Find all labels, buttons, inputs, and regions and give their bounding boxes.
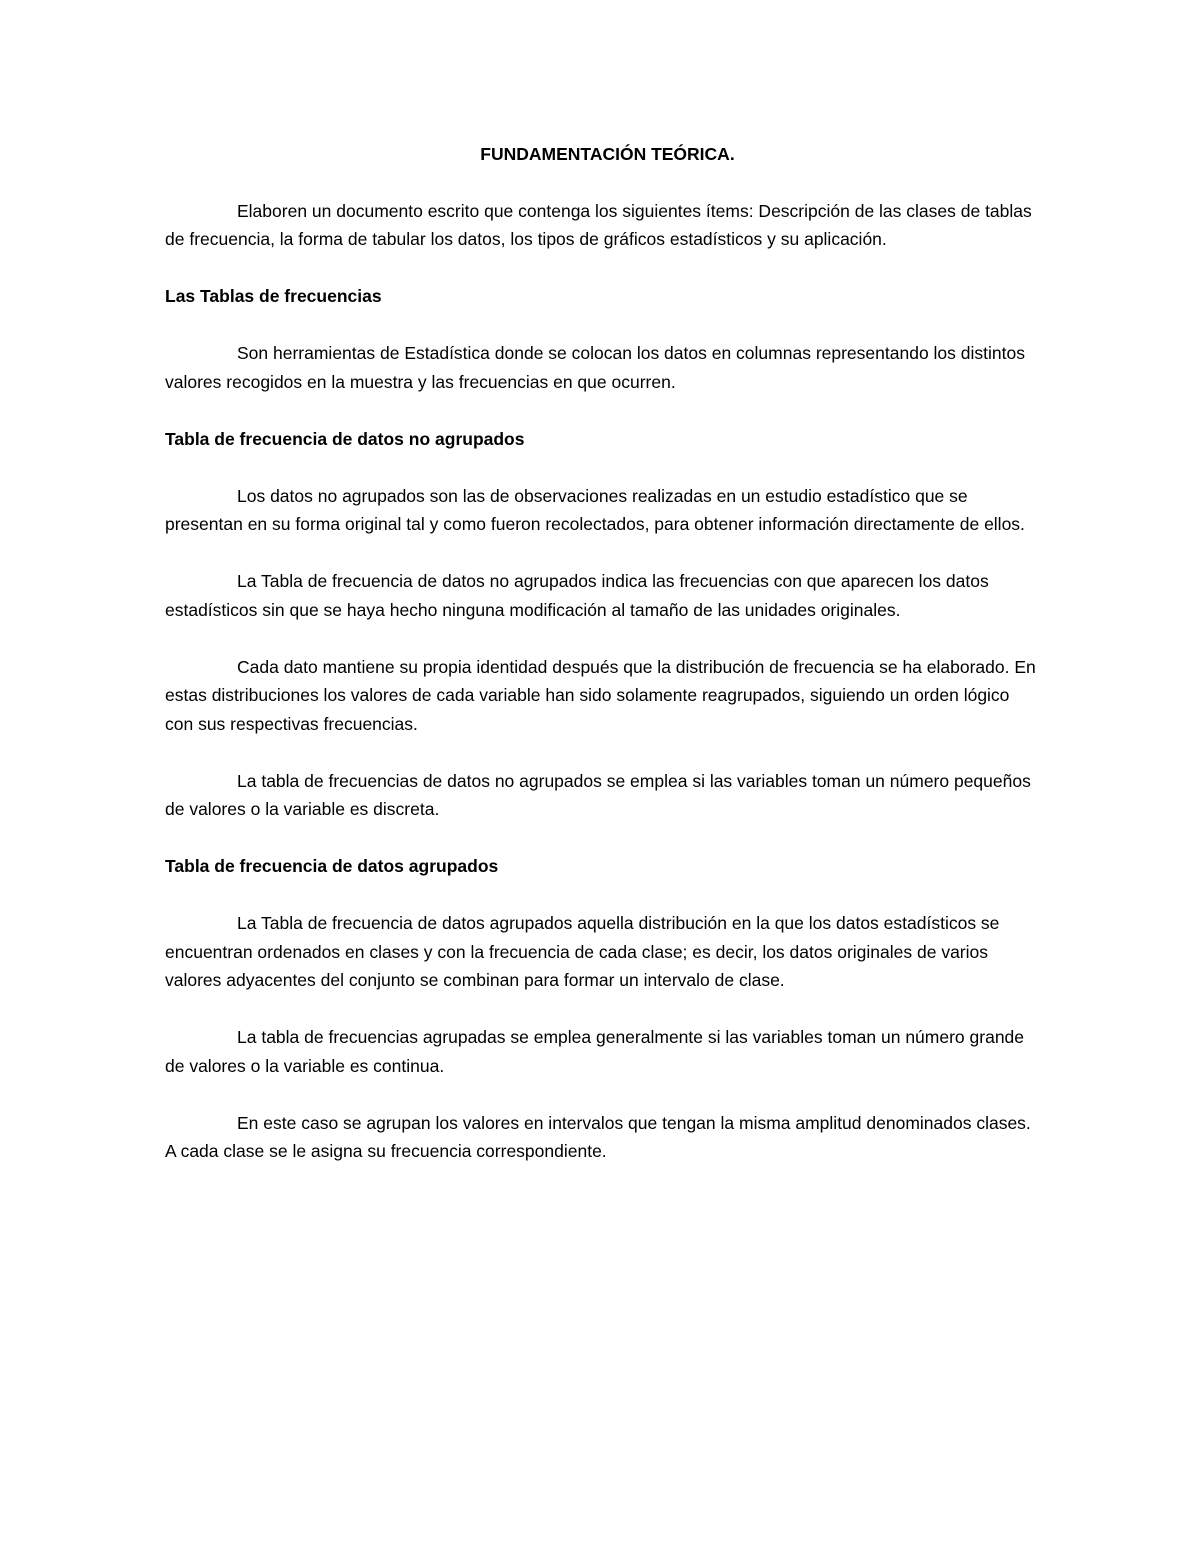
paragraph: Los datos no agrupados son las de observaciones realizadas en un estudio estadístico que se presentan en su forma original tal y como fueron recolectados, para obtener información directamente de ellos. [165, 485, 1025, 534]
intro-paragraph: Elaboren un documento escrito que contenga los siguientes ítems: Descripción de las clases de tablas de frecuencia, la forma de tabular los datos, los tipos de gráficos estadísticos y su aplicación. [165, 200, 1032, 249]
paragraph: La tabla de frecuencias agrupadas se emplea generalmente si las variables toman un número grande de valores o la variable es continua. [165, 1027, 1025, 1076]
paragraph: Son herramientas de Estadística donde se colocan los datos en columnas representando los distintos valores recogidos en la muestra y las frecuencias en que ocurren. [165, 343, 1025, 392]
section-heading-tablas-frecuencias: Las Tablas de frecuencias [165, 286, 382, 306]
paragraph: Cada dato mantiene su propia identidad después que la distribución de frecuencia se ha elaborado. En estas distribuciones los valores de cada variable han sido solamente reagrupados, siguiendo un orden lógico con sus respectivas frecuencias. [165, 656, 1036, 734]
paragraph: En este caso se agrupan los valores en intervalos que tengan la misma amplitud denominados clases. A cada clase se le asigna su frecuencia correspondiente. [165, 1112, 1031, 1161]
document-body [165, 140, 1040, 1194]
document-title: FUNDAMENTACIÓN TEÓRICA. [480, 144, 735, 164]
paragraph: La Tabla de frecuencia de datos no agrupados indica las frecuencias con que aparecen los datos estadísticos sin que se haya hecho ninguna modificación al tamaño de las unidades originales. [165, 571, 989, 620]
paragraph: La tabla de frecuencias de datos no agrupados se emplea si las variables toman un número pequeños de valores o la variable es discreta. [165, 770, 1031, 819]
section-heading-datos-no-agrupados: Tabla de frecuencia de datos no agrupados [165, 428, 525, 449]
paragraph: La Tabla de frecuencia de datos agrupados aquella distribución en la que los datos estadísticos se encuentran ordenados en clases y con la frecuencia de cada clase; es decir, los datos originales de varios valores adyacentes del conjunto se combinan para formar un intervalo de clase. [165, 913, 1000, 990]
section-heading-datos-agrupados: Tabla de frecuencia de datos agrupados [165, 856, 499, 876]
